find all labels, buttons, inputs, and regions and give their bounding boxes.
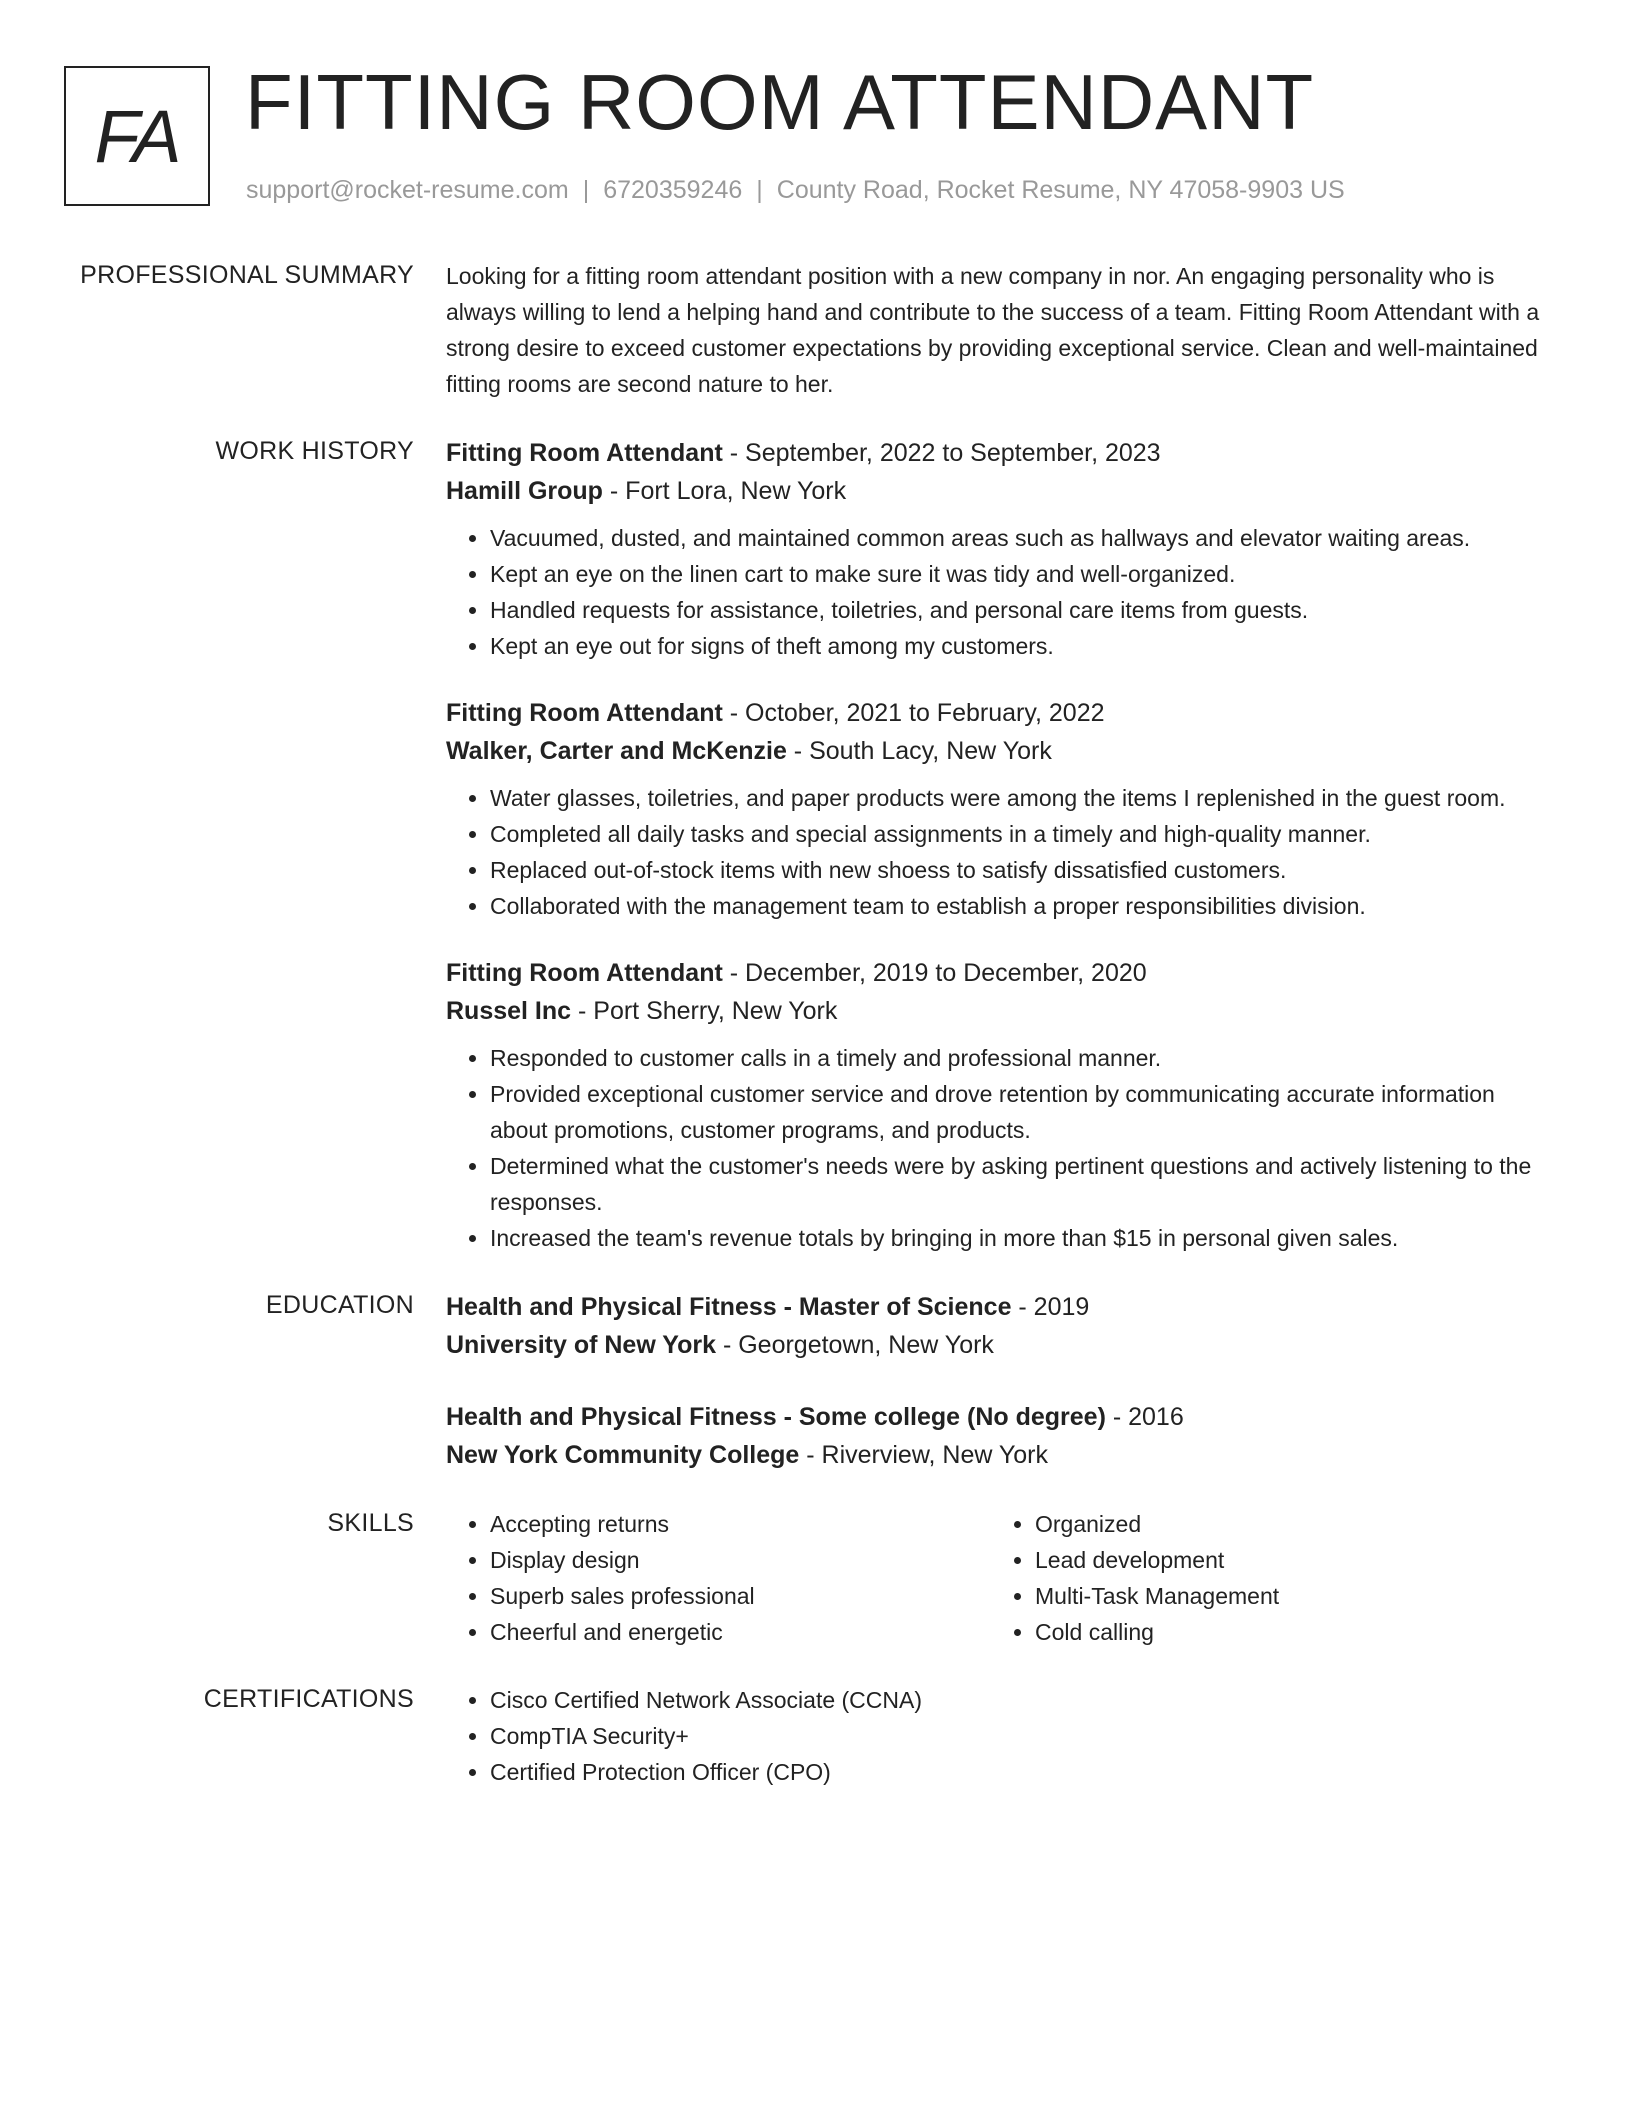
job-dates: - October, 2021 to February, 2022 bbox=[722, 699, 1105, 727]
contact-email[interactable]: support@rocket-resume.com bbox=[246, 176, 569, 204]
job-role-line bbox=[446, 434, 1556, 472]
section-title-summary: PROFESSIONAL SUMMARY bbox=[80, 261, 414, 289]
section-skills bbox=[64, 1506, 1568, 1650]
education-school: New York Community College bbox=[446, 1441, 800, 1469]
skill-item: • Organized bbox=[1035, 1506, 1536, 1542]
job-entry bbox=[446, 694, 1556, 924]
education-school-line bbox=[446, 1436, 1556, 1474]
section-body-certifications bbox=[446, 1682, 1556, 1790]
certification-item: • Cisco Certified Network Associate (CCNA) bbox=[490, 1682, 1556, 1718]
contact-address: County Road, Rocket Resume, NY 47058-9903 US bbox=[776, 176, 1345, 204]
skill-item: • Superb sales professional bbox=[490, 1578, 991, 1614]
skills-column-right bbox=[991, 1506, 1536, 1650]
job-bullet: • Determined what the customer's needs were by asking pertinent questions and actively listening to the responses. bbox=[490, 1148, 1556, 1220]
job-entry bbox=[446, 954, 1556, 1256]
job-location: - Port Sherry, New York bbox=[571, 997, 838, 1025]
section-title-work: WORK HISTORY bbox=[215, 437, 414, 465]
contact-separator: | bbox=[756, 176, 763, 204]
candidate-title: FITTING ROOM ATTENDANT bbox=[245, 58, 1315, 146]
certification-item: • CompTIA Security+ bbox=[490, 1718, 1556, 1754]
section-certifications bbox=[64, 1682, 1568, 1790]
contact-line bbox=[246, 176, 1345, 205]
job-company-line bbox=[446, 472, 1556, 510]
skills-list bbox=[446, 1506, 991, 1650]
skill-item: • Accepting returns bbox=[490, 1506, 991, 1542]
job-bullets bbox=[446, 520, 1556, 664]
skill-item: • Cheerful and energetic bbox=[490, 1614, 991, 1650]
skill-item: • Lead development bbox=[1035, 1542, 1536, 1578]
education-location: - Georgetown, New York bbox=[716, 1331, 994, 1359]
education-school-line bbox=[446, 1326, 1556, 1364]
job-bullet: • Provided exceptional customer service and drove retention by communicating accurate information about promotions, customer programs, and products. bbox=[490, 1076, 1556, 1148]
job-role-line bbox=[446, 694, 1556, 732]
certification-item: • Certified Protection Officer (CPO) bbox=[490, 1754, 1556, 1790]
job-bullet: • Kept an eye on the linen cart to make sure it was tidy and well-organized. bbox=[490, 556, 1556, 592]
section-work-history bbox=[64, 434, 1568, 1256]
job-bullet: • Responded to customer calls in a timely and professional manner. bbox=[490, 1040, 1556, 1076]
job-location: - Fort Lora, New York bbox=[602, 477, 847, 505]
section-education bbox=[64, 1288, 1568, 1474]
resume-sections bbox=[64, 258, 1568, 1822]
section-summary bbox=[64, 258, 1568, 402]
monogram-logo: FA bbox=[64, 66, 210, 206]
resume-header bbox=[64, 58, 1568, 211]
skill-item: • Cold calling bbox=[1035, 1614, 1536, 1650]
job-bullets bbox=[446, 1040, 1556, 1256]
section-title-skills: SKILLS bbox=[327, 1509, 414, 1537]
education-entry bbox=[446, 1398, 1556, 1474]
job-bullet: • Increased the team's revenue totals by bringing in more than $15 in personal given sales. bbox=[490, 1220, 1556, 1256]
job-bullet: • Collaborated with the management team to establish a proper responsibilities division. bbox=[490, 888, 1556, 924]
job-entry bbox=[446, 434, 1556, 664]
job-company-line bbox=[446, 992, 1556, 1030]
education-location: - Riverview, New York bbox=[799, 1441, 1049, 1469]
job-company-line bbox=[446, 732, 1556, 770]
job-company: Hamill Group bbox=[446, 477, 603, 505]
section-title-education: EDUCATION bbox=[265, 1291, 414, 1319]
job-role-line bbox=[446, 954, 1556, 992]
job-bullet: • Replaced out-of-stock items with new shoess to satisfy dissatisfied customers. bbox=[490, 852, 1556, 888]
job-bullet: • Kept an eye out for signs of theft among my customers. bbox=[490, 628, 1556, 664]
job-location: - South Lacy, New York bbox=[786, 737, 1052, 765]
section-body-summary bbox=[446, 258, 1556, 402]
job-dates: - December, 2019 to December, 2020 bbox=[722, 959, 1147, 987]
education-degree: Health and Physical Fitness - Master of Science bbox=[446, 1293, 1012, 1321]
certifications-list bbox=[446, 1682, 1556, 1790]
job-company: Russel Inc bbox=[446, 997, 572, 1025]
job-bullet: • Water glasses, toiletries, and paper products were among the items I replenished in the guest room. bbox=[490, 780, 1556, 816]
section-body-work bbox=[446, 434, 1556, 1256]
education-year: - 2019 bbox=[1011, 1293, 1090, 1321]
education-degree: Health and Physical Fitness - Some college (No degree) bbox=[446, 1403, 1106, 1431]
job-bullets bbox=[446, 780, 1556, 924]
summary-text: Looking for a fitting room attendant position with a new company in nor. An engaging personality who is always willing to lend a helping hand and contribute to the success of a team. Fitting Room Attendant with a strong desire to exceed customer expectations by providing exceptional service. Clean and well-maintained fitting rooms are second nature to her. bbox=[446, 263, 1540, 397]
education-degree-line bbox=[446, 1398, 1556, 1436]
skills-column-left bbox=[446, 1506, 991, 1650]
job-dates: - September, 2022 to September, 2023 bbox=[722, 439, 1161, 467]
job-bullet: • Handled requests for assistance, toiletries, and personal care items from guests. bbox=[490, 592, 1556, 628]
job-company: Walker, Carter and McKenzie bbox=[446, 737, 787, 765]
job-role: Fitting Room Attendant bbox=[446, 959, 723, 987]
contact-phone[interactable]: 6720359246 bbox=[603, 176, 743, 204]
skills-list bbox=[991, 1506, 1536, 1650]
skills-grid bbox=[446, 1506, 1556, 1650]
section-body-education bbox=[446, 1288, 1556, 1474]
section-body-skills bbox=[446, 1506, 1556, 1650]
skill-item: • Multi-Task Management bbox=[1035, 1578, 1536, 1614]
education-year: - 2016 bbox=[1105, 1403, 1184, 1431]
education-school: University of New York bbox=[446, 1331, 716, 1359]
job-role: Fitting Room Attendant bbox=[446, 699, 723, 727]
education-entry bbox=[446, 1288, 1556, 1364]
job-role: Fitting Room Attendant bbox=[446, 439, 723, 467]
job-bullet: • Vacuumed, dusted, and maintained common areas such as hallways and elevator waiting areas. bbox=[490, 520, 1556, 556]
job-bullet: • Completed all daily tasks and special assignments in a timely and high-quality manner. bbox=[490, 816, 1556, 852]
skill-item: • Display design bbox=[490, 1542, 991, 1578]
education-degree-line bbox=[446, 1288, 1556, 1326]
section-title-certifications: CERTIFICATIONS bbox=[203, 1685, 414, 1713]
contact-separator: | bbox=[582, 176, 590, 204]
